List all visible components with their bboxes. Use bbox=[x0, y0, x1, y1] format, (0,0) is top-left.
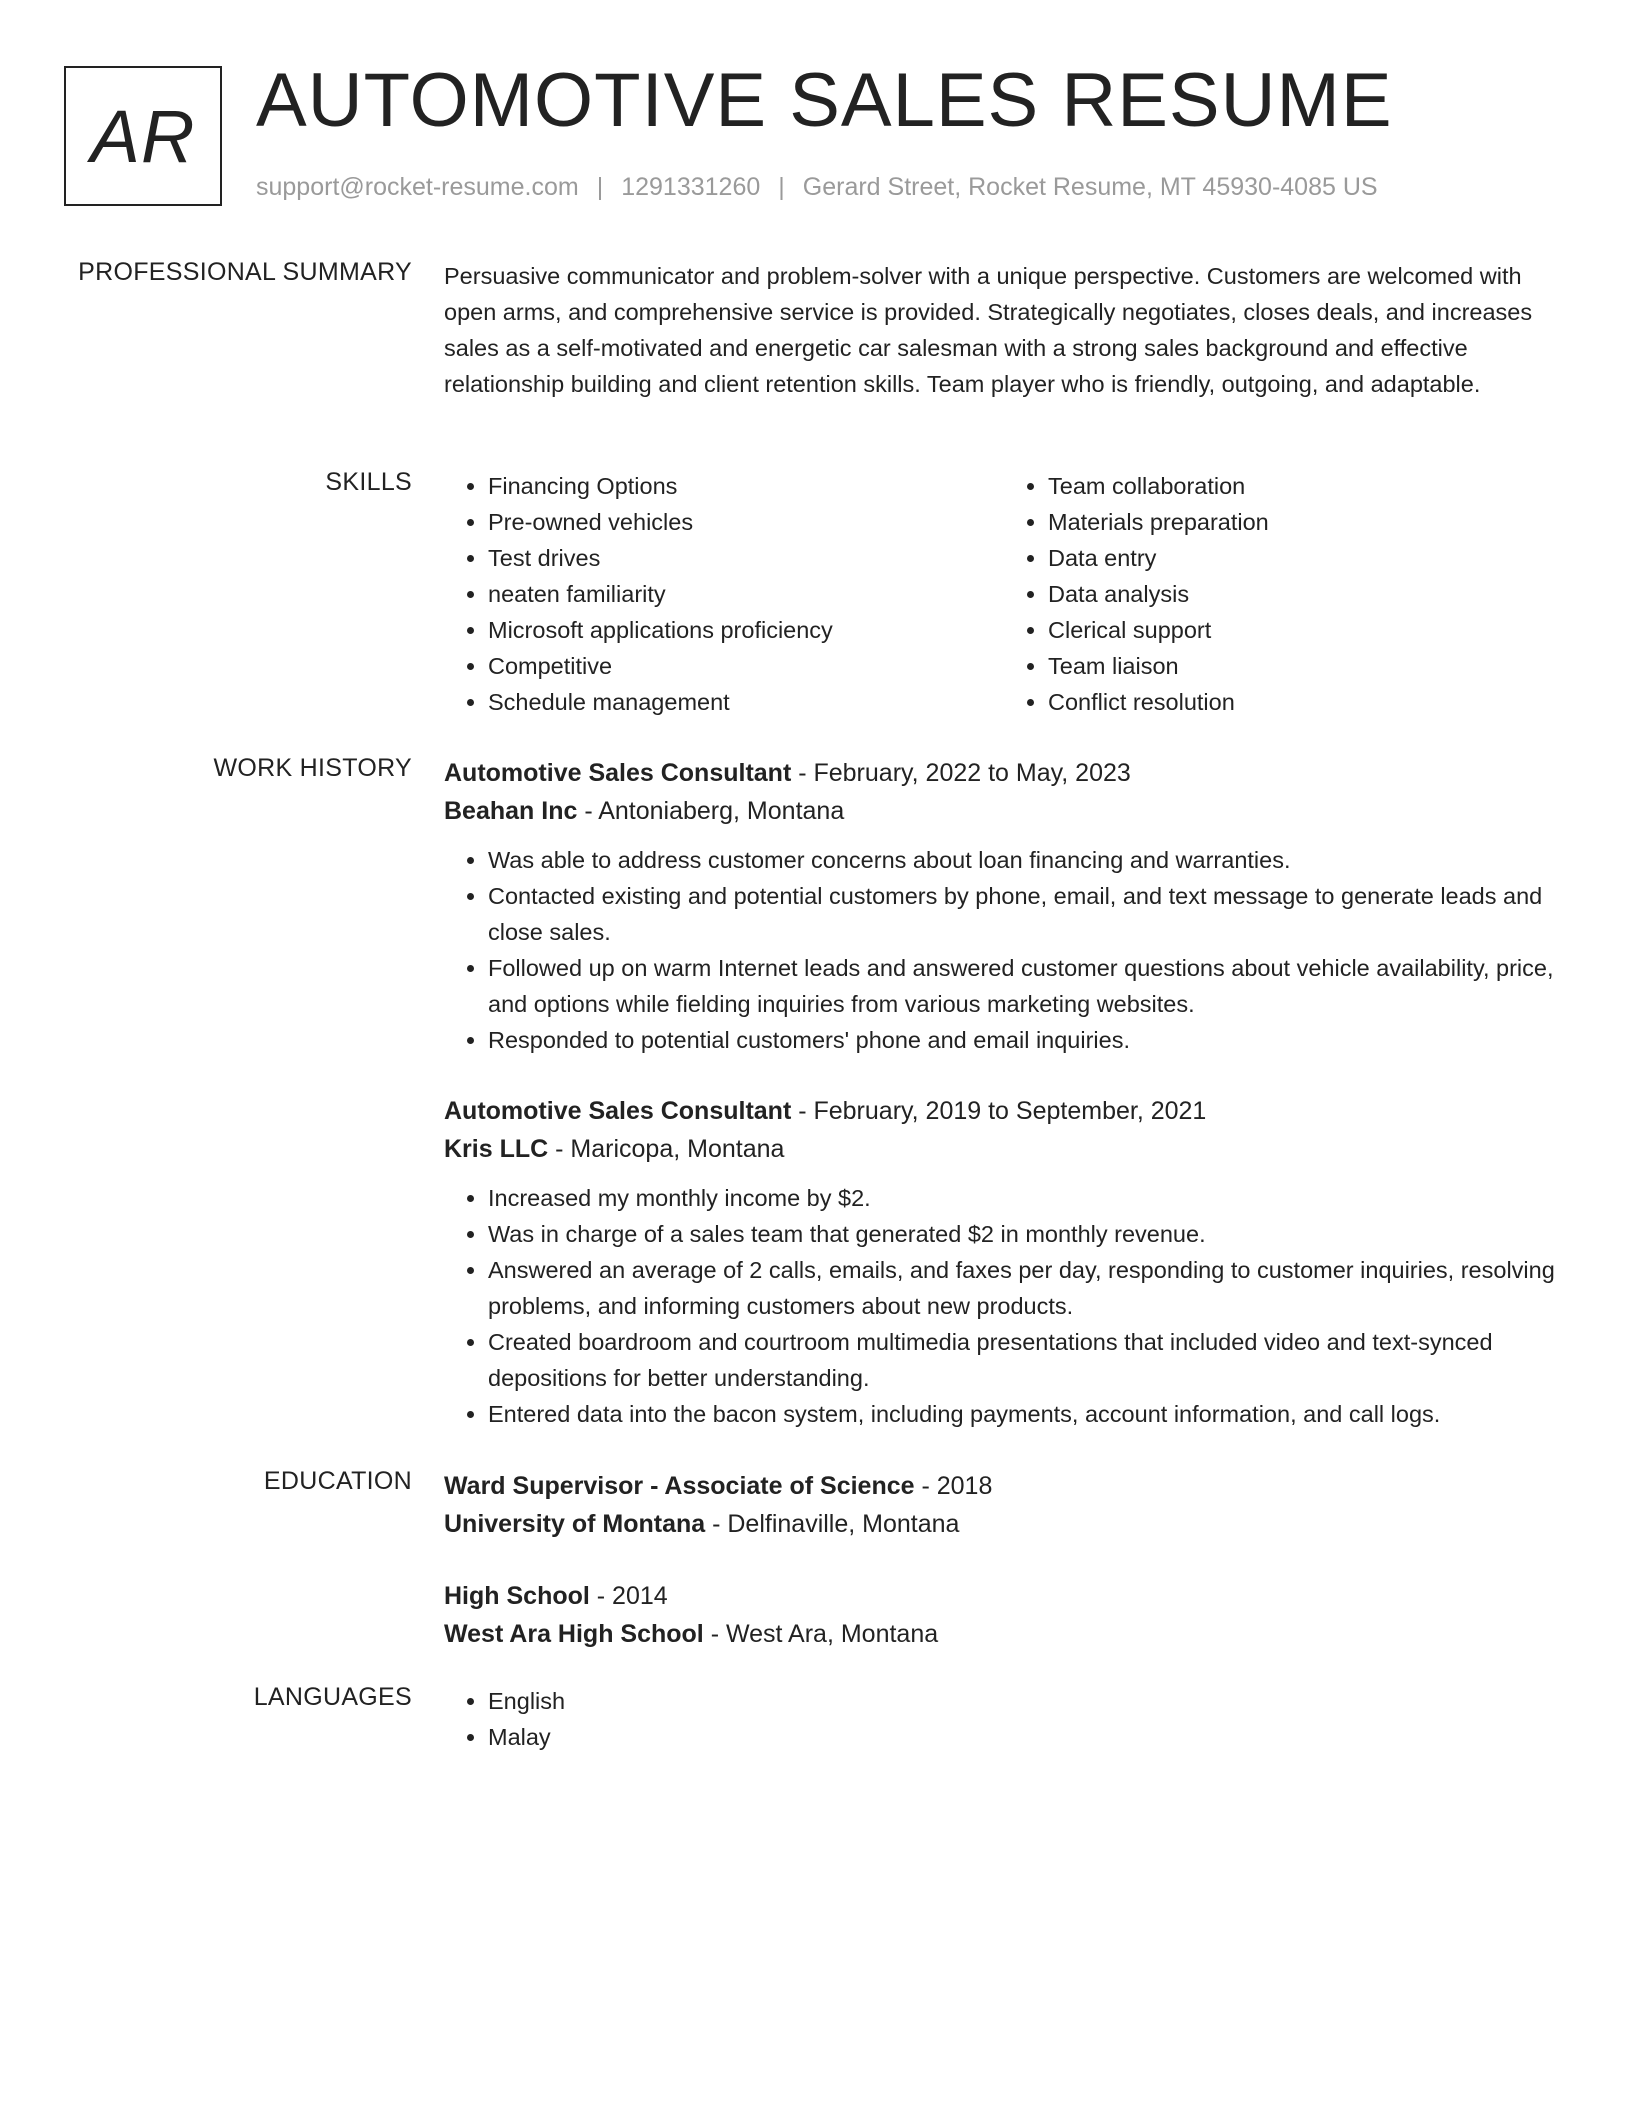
job-dates: - February, 2022 to May, 2023 bbox=[791, 759, 1131, 787]
skill-item: • Data analysis bbox=[1048, 576, 1564, 612]
education-location: - West Ara, Montana bbox=[703, 1620, 939, 1648]
education-body bbox=[444, 1467, 1564, 1543]
education-location: - Delfinaville, Montana bbox=[705, 1510, 960, 1538]
job-location: - Antoniaberg, Montana bbox=[577, 797, 845, 825]
job-bullet: • Was able to address customer concerns about loan financing and warranties. bbox=[488, 842, 1564, 878]
skill-item: • Financing Options bbox=[488, 468, 1004, 504]
education-entry bbox=[444, 1577, 1564, 1653]
summary-heading: PROFESSIONAL SUMMARY bbox=[78, 258, 412, 286]
job-bullet: • Contacted existing and potential customers by phone, email, and text message to generate leads and close sales. bbox=[488, 878, 1564, 950]
job-company: Beahan Inc bbox=[444, 797, 578, 825]
job-dates: - February, 2019 to September, 2021 bbox=[791, 1097, 1207, 1125]
education-degree-line bbox=[444, 1467, 1564, 1505]
summary-body bbox=[444, 258, 1564, 402]
contact-email: support@rocket-resume.com bbox=[256, 173, 579, 201]
education-school-line bbox=[444, 1615, 1564, 1653]
skill-item: • Microsoft applications proficiency bbox=[488, 612, 1004, 648]
job-bullet: • Was in charge of a sales team that generated $2 in monthly revenue. bbox=[488, 1216, 1564, 1252]
resume-title: AUTOMOTIVE SALES RESUME bbox=[256, 58, 1393, 143]
job-bullet: • Entered data into the bacon system, including payments, account information, and call logs. bbox=[488, 1396, 1564, 1432]
job-entry bbox=[444, 754, 1564, 1058]
skill-item: • Team collaboration bbox=[1048, 468, 1564, 504]
skill-item: • Clerical support bbox=[1048, 612, 1564, 648]
contact-phone: 1291331260 bbox=[621, 173, 761, 201]
skills-list-left bbox=[444, 468, 1004, 720]
job-bullet: • Answered an average of 2 calls, emails, and faxes per day, responding to customer inquiries, resolving problems, and informing customers about new products. bbox=[488, 1252, 1564, 1324]
education-degree: Ward Supervisor - Associate of Science bbox=[444, 1472, 915, 1500]
language-item: • English bbox=[488, 1683, 1564, 1719]
skill-item: • Data entry bbox=[1048, 540, 1564, 576]
skill-item: • neaten familiarity bbox=[488, 576, 1004, 612]
education-body-2 bbox=[444, 1577, 1564, 1653]
summary-text: Persuasive communicator and problem-solver with a unique perspective. Customers are welcomed with open arms, and comprehensive service is provided. Strategically negotiates, closes deals, and increases sales as a self-motivated and energetic car salesman with a strong sales background and effective relationship building and client retention skills. Team player who is friendly, outgoing, and adaptable. bbox=[444, 263, 1533, 397]
education-school: West Ara High School bbox=[444, 1620, 704, 1648]
skills-list-right bbox=[1004, 468, 1564, 720]
job-title-line bbox=[444, 754, 1564, 792]
education-degree: High School bbox=[444, 1582, 590, 1610]
job-title: Automotive Sales Consultant bbox=[444, 1097, 792, 1125]
education-heading: EDUCATION bbox=[263, 1467, 412, 1495]
contact-line bbox=[256, 173, 1378, 202]
job-bullet: • Created boardroom and courtroom multimedia presentations that included video and text-synced depositions for better understanding. bbox=[488, 1324, 1564, 1396]
job-title: Automotive Sales Consultant bbox=[444, 759, 792, 787]
languages-list bbox=[444, 1683, 1564, 1755]
work-history-heading: WORK HISTORY bbox=[213, 754, 412, 782]
skill-item: • Materials preparation bbox=[1048, 504, 1564, 540]
work-history-body bbox=[444, 754, 1564, 1058]
skill-item: • Pre-owned vehicles bbox=[488, 504, 1004, 540]
education-degree-line bbox=[444, 1577, 1564, 1615]
skill-item: • Test drives bbox=[488, 540, 1004, 576]
languages-body bbox=[444, 1683, 1564, 1755]
skill-item: • Conflict resolution bbox=[1048, 684, 1564, 720]
skills-heading: SKILLS bbox=[325, 468, 412, 496]
job-entry bbox=[444, 1092, 1564, 1432]
education-school-line bbox=[444, 1505, 1564, 1543]
education-year: - 2018 bbox=[914, 1472, 993, 1500]
education-entry bbox=[444, 1467, 1564, 1543]
skill-item: • Team liaison bbox=[1048, 648, 1564, 684]
contact-separator: | bbox=[778, 173, 785, 201]
skill-item: • Competitive bbox=[488, 648, 1004, 684]
job-bullet: • Increased my monthly income by $2. bbox=[488, 1180, 1564, 1216]
languages-heading: LANGUAGES bbox=[253, 1683, 412, 1711]
job-bullet: • Followed up on warm Internet leads and answered customer questions about vehicle availability, price, and options while fielding inquiries from various marketing websites. bbox=[488, 950, 1564, 1022]
work-history-body-2 bbox=[444, 1092, 1564, 1432]
skill-item: • Schedule management bbox=[488, 684, 1004, 720]
job-bullet: • Responded to potential customers' phone and email inquiries. bbox=[488, 1022, 1564, 1058]
job-company: Kris LLC bbox=[444, 1135, 549, 1163]
education-year: - 2014 bbox=[589, 1582, 668, 1610]
education-school: University of Montana bbox=[444, 1510, 706, 1538]
skills-body bbox=[444, 468, 1564, 720]
job-company-line bbox=[444, 792, 1564, 830]
contact-address: Gerard Street, Rocket Resume, MT 45930-4085 US bbox=[802, 173, 1378, 201]
job-bullets bbox=[444, 1180, 1564, 1432]
monogram-logo: AR bbox=[64, 66, 222, 206]
contact-separator: | bbox=[596, 173, 604, 201]
language-item: • Malay bbox=[488, 1719, 1564, 1755]
job-location: - Maricopa, Montana bbox=[548, 1135, 785, 1163]
job-company-line bbox=[444, 1130, 1564, 1168]
job-bullets bbox=[444, 842, 1564, 1058]
job-title-line bbox=[444, 1092, 1564, 1130]
